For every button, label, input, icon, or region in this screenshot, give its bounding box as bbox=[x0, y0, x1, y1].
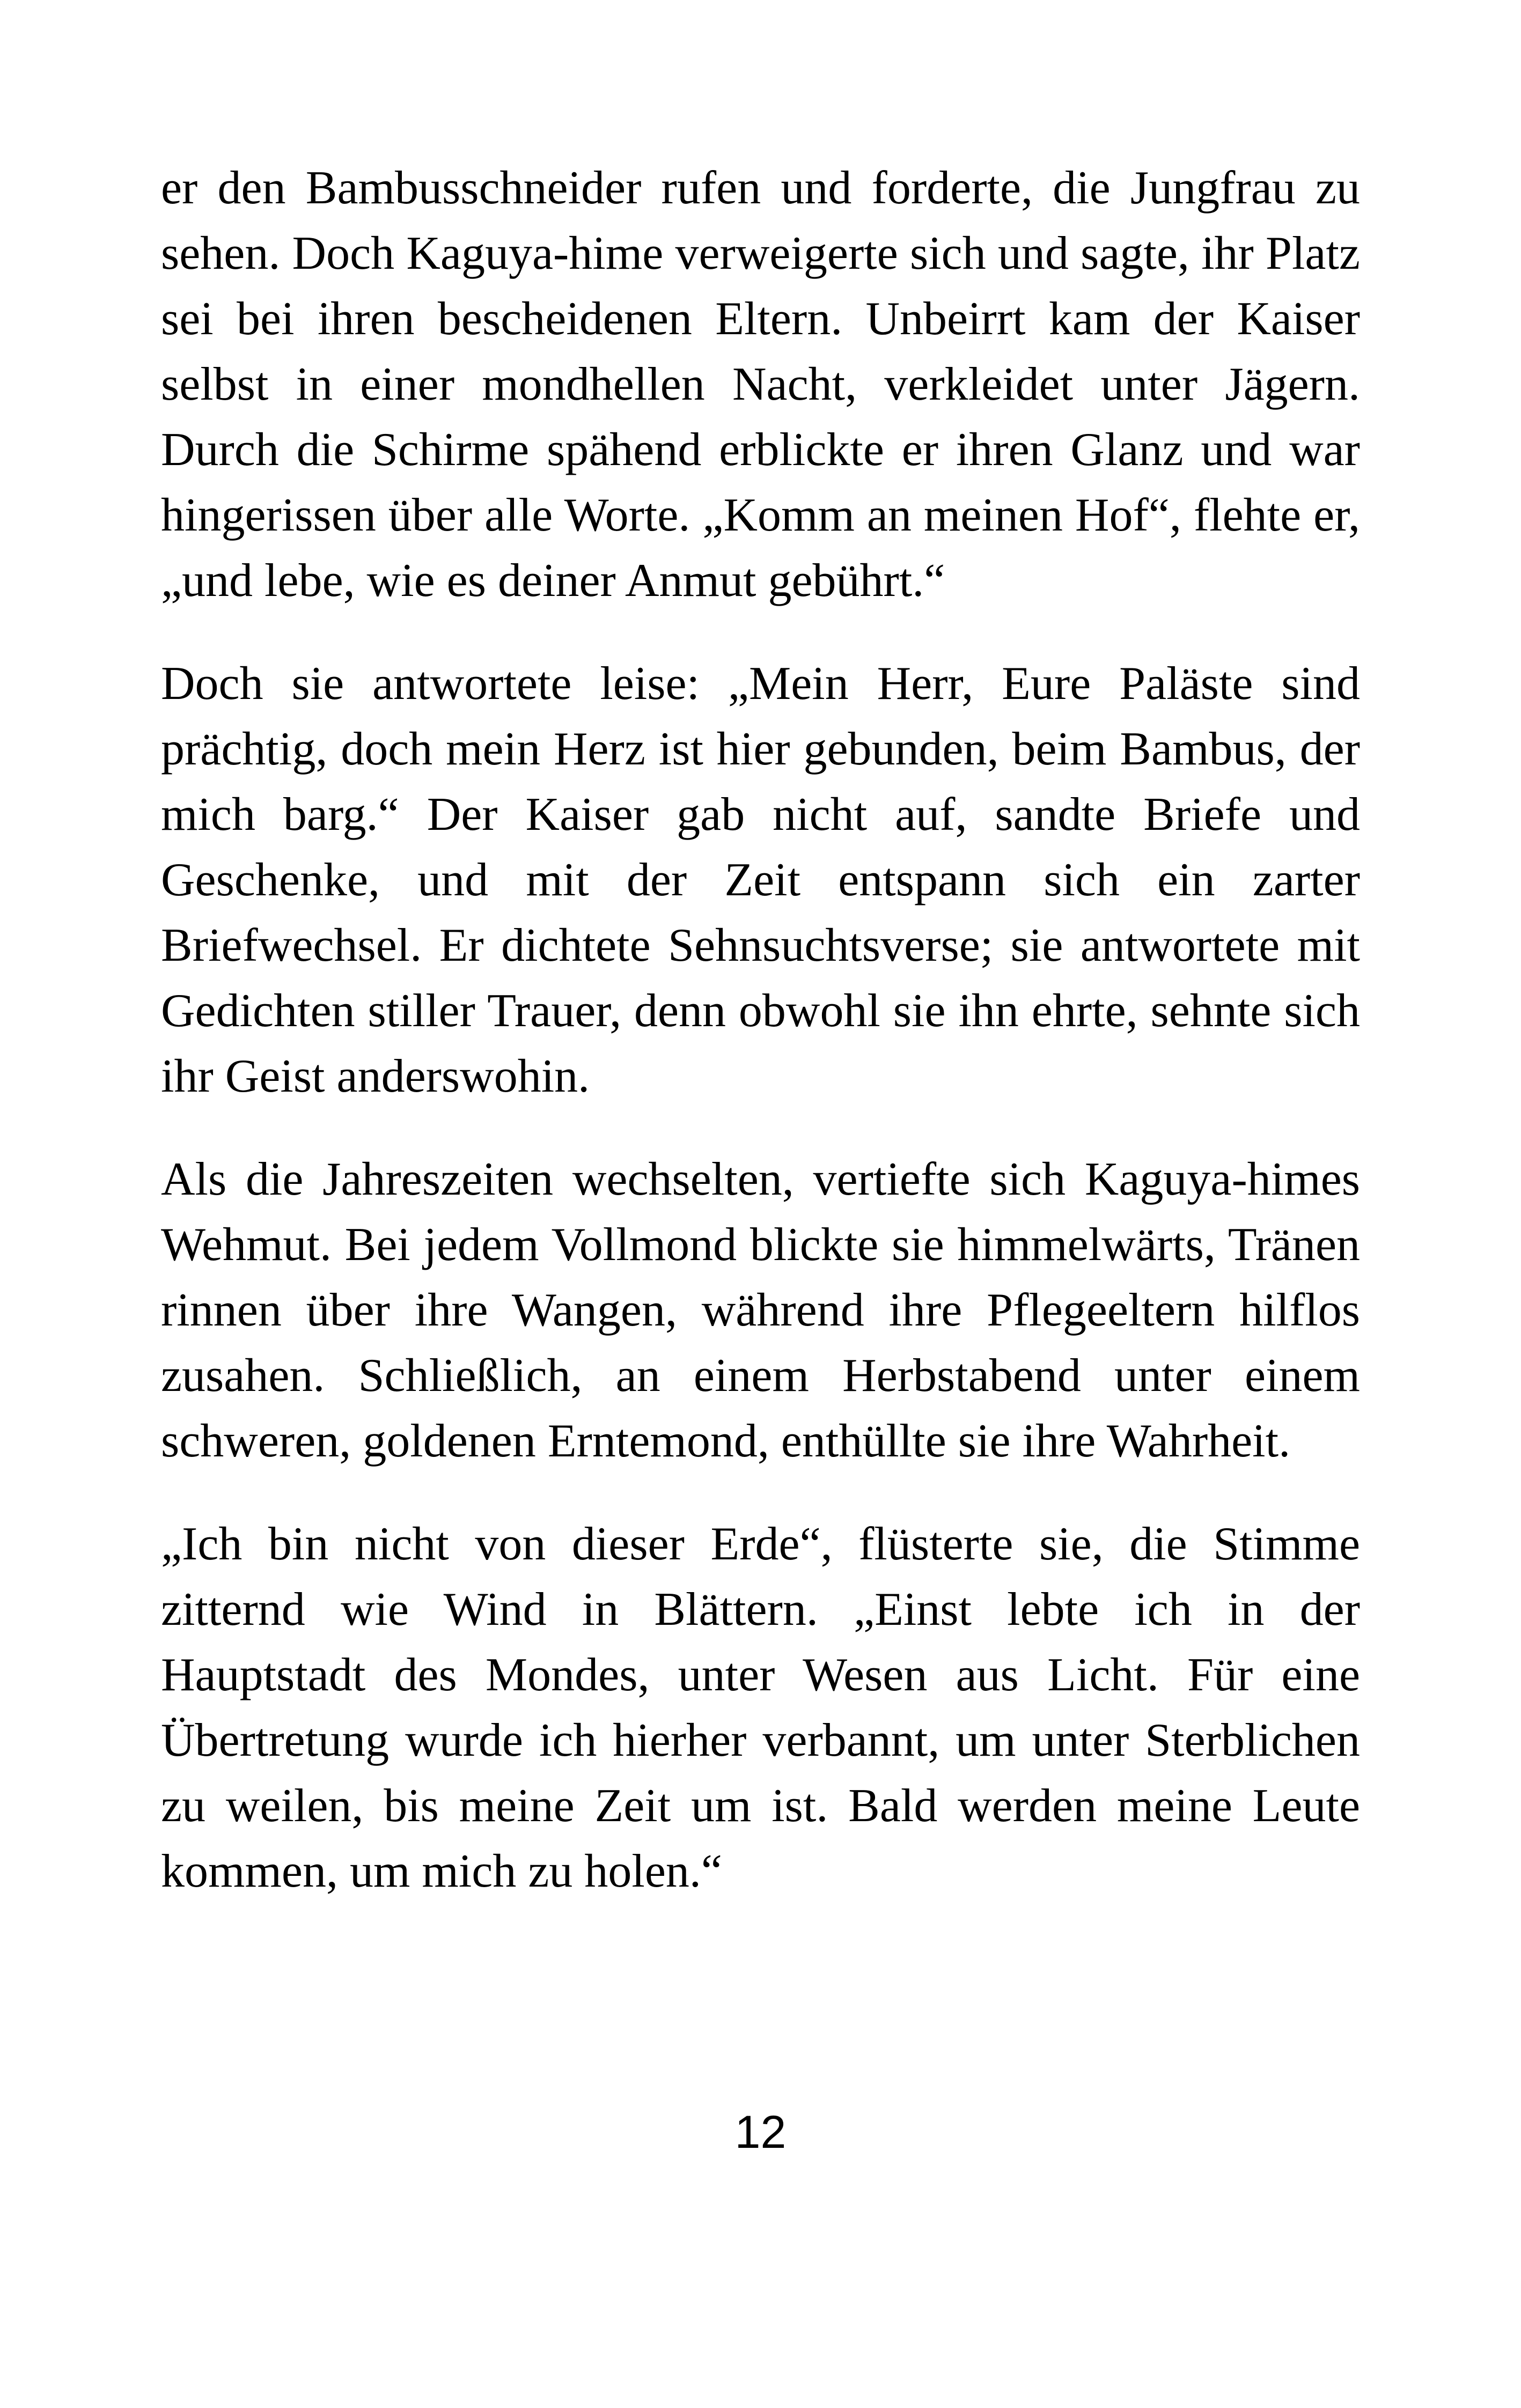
page-number: 12 bbox=[734, 2107, 787, 2158]
paragraph-2: Doch sie antwortete leise: „Mein Herr, Eure Paläste sind prächtig, doch mein Herz ist hier gebunden, beim Bambus, der mich barg.“ Der Kaiser gab nicht auf, sandte Briefe und Geschenke, und mit der Zeit entspann sich ein zarter Briefwechsel. Er dichtete Sehnsuchtsverse; sie antwortete mit Gedichten stiller Trauer, denn obwohl sie ihn ehrte, sehnte sich ihr Geist anderswohin. bbox=[161, 658, 1360, 1102]
paragraph-3: Als die Jahreszeiten wechselten, vertiefte sich Kaguya-himes Wehmut. Bei jedem Vollmond blickte sie himmelwärts, Tränen rinnen über ihre Wangen, während ihre Pflegeeltern hilflos zusahen. Schließlich, an einem Herbstabend unter einem schweren, goldenen Erntemond, enthüllte sie ihre Wahrheit. bbox=[161, 1153, 1360, 1467]
body-text bbox=[161, 156, 1360, 1942]
paragraph-1: er den Bambusschneider rufen und forderte, die Jungfrau zu sehen. Doch Kaguya-hime verweigerte sich und sagte, ihr Platz sei bei ihren bescheidenen Eltern. Unbeirrt kam der Kaiser selbst in einer mondhellen Nacht, verkleidet unter Jägern. Durch die Schirme spähend erblickte er ihren Glanz und war hingerissen über alle Worte. „Komm an meinen Hof“, flehte er, „und lebe, wie es deiner Anmut gebührt.“ bbox=[161, 162, 1360, 607]
paragraph-4: „Ich bin nicht von dieser Erde“, flüsterte sie, die Stimme zitternd wie Wind in Blättern. „Einst lebte ich in der Hauptstadt des Mondes, unter Wesen aus Licht. Für eine Übertretung wurde ich hierher verbannt, um unter Sterblichen zu weilen, bis meine Zeit um ist. Bald werden meine Leute kommen, um mich zu holen.“ bbox=[161, 1518, 1360, 1897]
